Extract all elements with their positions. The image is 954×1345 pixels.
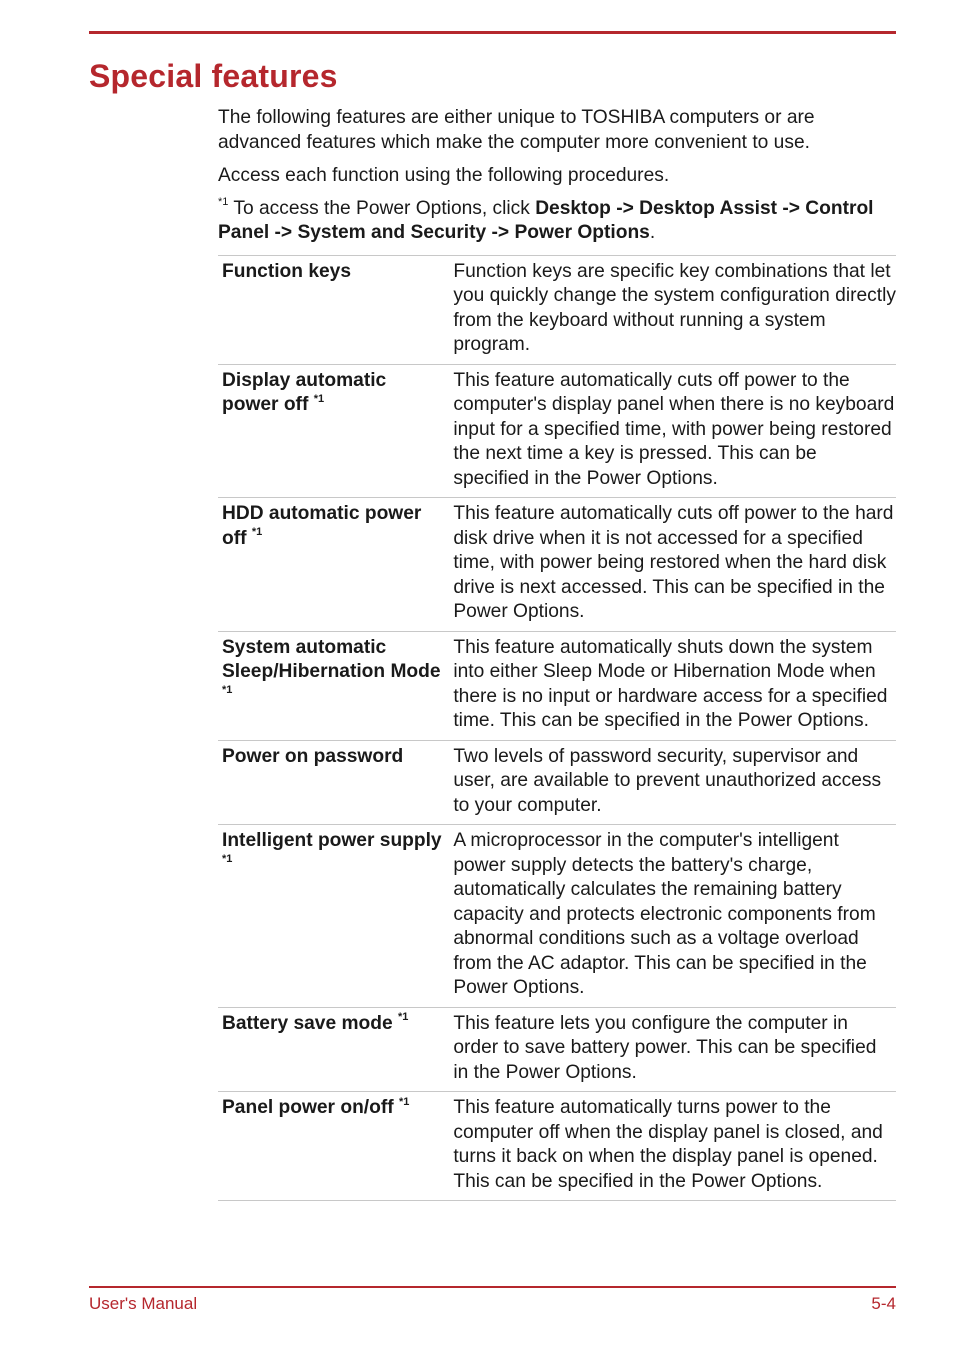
feature-term (218, 364, 449, 498)
feature-description: This feature automatically cuts off power to the hard disk drive when it is not accessed for a specified time, with power being restored when the hard disk drive is next accessed. This can be specified in the Power Options. (449, 498, 896, 632)
feature-description: Function keys are specific key combinations that let you quickly change the system configuration directly from the keyboard without running a system program. (449, 255, 896, 364)
intro-paragraph: Access each function using the following procedures. (218, 164, 670, 186)
term-label: Power on password (222, 745, 404, 767)
feature-term (218, 740, 449, 825)
term-label: HDD automatic power off (222, 503, 422, 549)
footnote-marker: *1 (397, 1011, 409, 1024)
table-row (218, 740, 896, 825)
footnote-marker: *1 (251, 526, 263, 539)
main-content (218, 106, 896, 1201)
header-rule (89, 31, 896, 34)
feature-term (218, 498, 449, 632)
table-row (218, 498, 896, 632)
table-row (218, 1007, 896, 1092)
feature-description: This feature automatically turns power to the computer off when the display panel is closed, and turns it back on when the display panel is opened. This can be specified in the Power Options. (449, 1092, 896, 1201)
page-number: 5-4 (871, 1294, 896, 1313)
term-label: System automatic Sleep/Hibernation Mode (222, 636, 441, 682)
feature-term (218, 1092, 449, 1201)
features-table (218, 255, 896, 1202)
intro-paragraph: The following features are either unique to TOSHIBA computers or are advanced features which make the computer more convenient to use. (218, 107, 815, 153)
table-row (218, 1092, 896, 1201)
note-path: Desktop -> Desktop Assist -> Control Panel -> System and Security -> Power Options (218, 197, 874, 243)
term-label: Panel power on/off (222, 1097, 394, 1118)
page-title: Special features (89, 58, 338, 94)
feature-description: Two levels of password security, supervisor and user, are available to prevent unauthorized access to your computer. (449, 740, 896, 825)
term-label: Function keys (222, 260, 352, 282)
table-row (218, 631, 896, 740)
feature-term (218, 825, 449, 1008)
footnote-marker: *1 (222, 853, 233, 866)
feature-description: This feature automatically shuts down the system into either Sleep Mode or Hibernation Mode when there is no input or hardware access for a specified time. This can be specified in the Power Options. (449, 631, 896, 740)
feature-description: A microprocessor in the computer's intelligent power supply detects the battery's charge, automatically calculates the remaining battery capacity and protects electronic components from abnormal conditions such as a voltage overload from the AC adaptor. This can be specified in the Power Options. (449, 825, 896, 1008)
term-label: Intelligent power supply (222, 830, 442, 851)
footer-rule (89, 1286, 896, 1288)
feature-description: This feature lets you configure the computer in order to save battery power. This can be specified in the Power Options. (449, 1007, 896, 1092)
footnote-marker: *1 (218, 196, 229, 209)
feature-description: This feature automatically cuts off power to the computer's display panel when there is no keyboard input for a specified time, with power being restored the next time a key is pressed. This can be specified in the Power Options. (449, 364, 896, 498)
note-end: . (649, 222, 656, 243)
note-text: To access the Power Options, click (228, 197, 536, 219)
table-row (218, 825, 896, 1008)
footnote-marker: *1 (398, 1095, 410, 1108)
footer-manual-title: User's Manual (89, 1294, 198, 1313)
feature-term (218, 1007, 449, 1092)
footnote-marker: *1 (313, 392, 325, 405)
feature-term (218, 255, 449, 364)
table-row (218, 255, 896, 364)
footnote-marker: *1 (222, 684, 233, 697)
term-label: Battery save mode (222, 1012, 393, 1034)
feature-term (218, 631, 449, 740)
term-label: Display automatic power off (222, 369, 387, 415)
table-row (218, 364, 896, 498)
power-options-note (218, 197, 896, 246)
